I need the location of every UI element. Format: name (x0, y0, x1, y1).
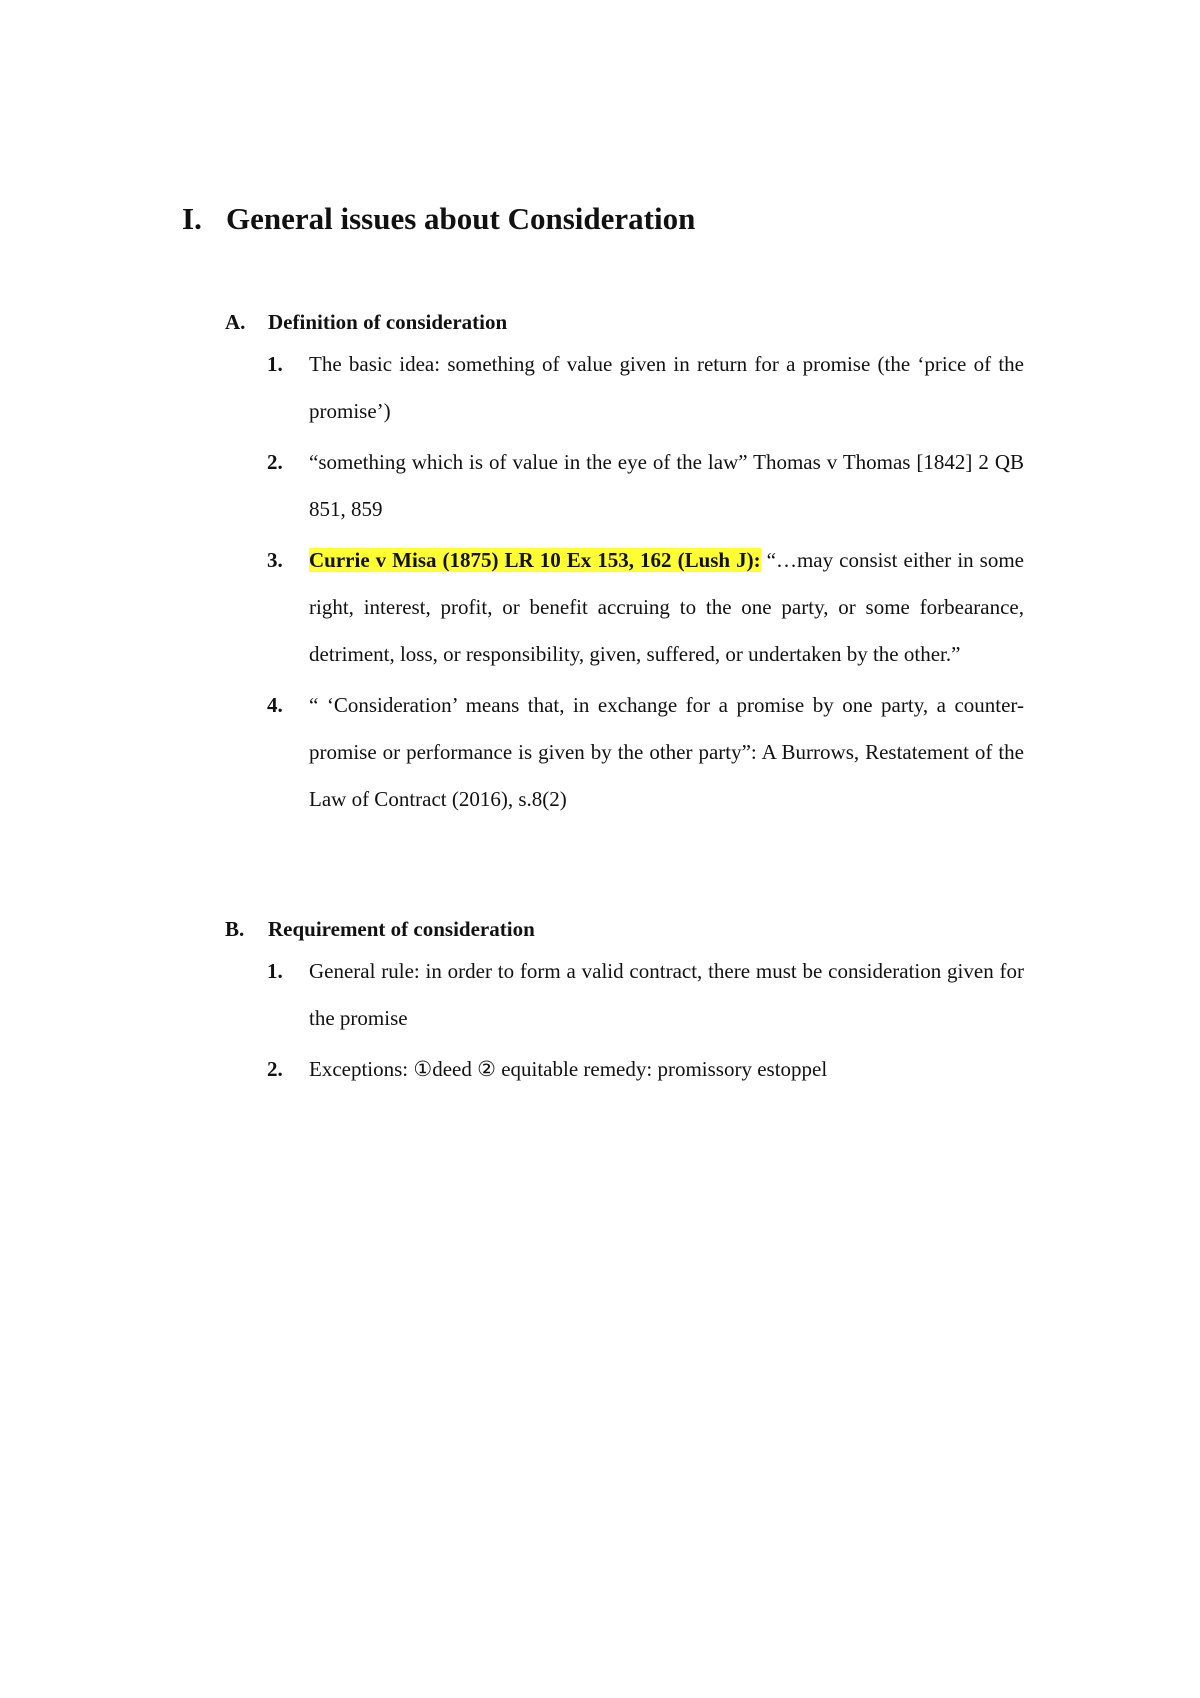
section-title-text: General issues about Consideration (226, 201, 696, 236)
subsection-letter: B. (225, 917, 245, 941)
subsection-heading-text: Requirement of consideration (268, 917, 535, 941)
item-text: “…may consist either in some right, interest, profit, or benefit accruing to the one party, or some forbearance, detriment, loss, or responsibility, given, suffered, or undertaken by the other.” (309, 548, 1025, 666)
item-number: 4. (267, 693, 283, 717)
subsection-heading (225, 307, 1025, 337)
section-number: I. (182, 201, 202, 236)
section-title (182, 199, 695, 239)
item-text: General rule: in order to form a valid contract, there must be consideration given for the promise (309, 959, 1024, 1030)
list-item (225, 1046, 1024, 1093)
item-text: “something which is of value in the eye of the law” Thomas v Thomas [1842] 2 QB 851, 859 (309, 450, 1024, 521)
list-item (225, 439, 1024, 533)
item-text-block (309, 537, 1024, 678)
item-number: 3. (267, 548, 283, 572)
item-text: “ ‘Consideration’ means that, in exchange for a promise by one party, a counter-promise or performance is given by the other party”: A Burrows, Restatement of the Law of Contract (2016), s.8(2) (309, 693, 1024, 811)
item-text: The basic idea: something of value given in return for a promise (the ‘price of the promise’) (309, 352, 1024, 423)
requirement-list (225, 948, 1025, 1093)
list-item (225, 537, 1024, 678)
item-number: 2. (267, 1057, 283, 1081)
subsection-heading (225, 914, 1025, 944)
list-item (225, 341, 1024, 435)
subsection-heading-text: Definition of consideration (268, 310, 508, 334)
definition-list (225, 341, 1025, 823)
subsection-letter: A. (225, 310, 246, 334)
item-number: 1. (267, 959, 283, 983)
case-citation-highlight: Currie v Misa (1875) LR 10 Ex 153, 162 (Lush J): (309, 548, 761, 572)
subsection-definition (225, 307, 1025, 823)
subsection-requirement (225, 914, 1025, 1093)
item-number: 2. (267, 450, 283, 474)
list-item (225, 948, 1024, 1042)
item-text: Exceptions: ①deed ② equitable remedy: promissory estoppel (309, 1057, 828, 1081)
list-item (225, 682, 1024, 823)
item-number: 1. (267, 352, 283, 376)
